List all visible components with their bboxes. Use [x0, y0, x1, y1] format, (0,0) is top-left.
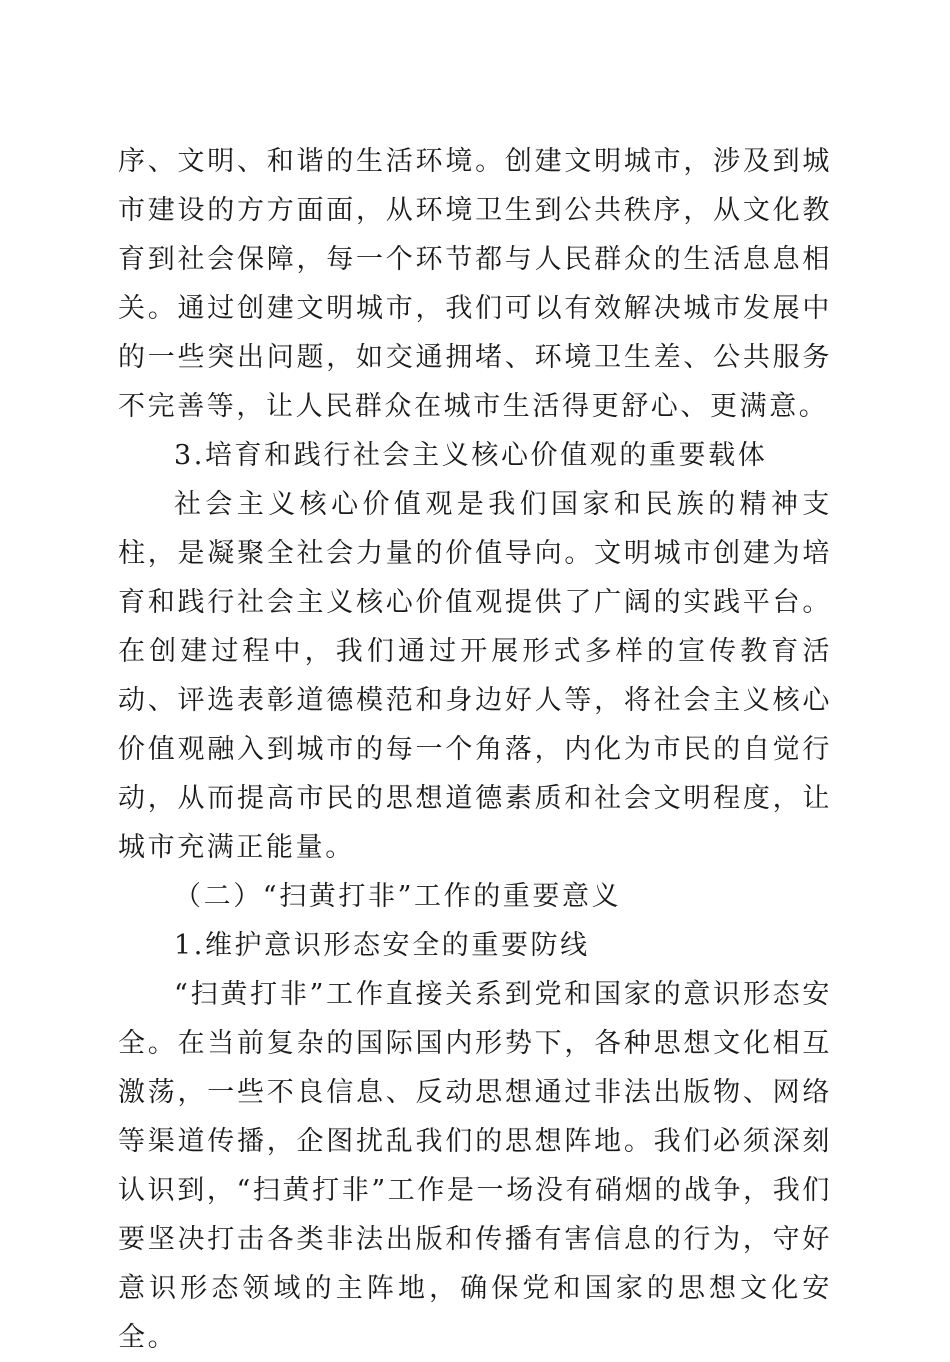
paragraph-continuation: 序、文明、和谐的生活环境。创建文明城市，涉及到城市建设的方方面面，从环境卫生到公共秩序，从文化教育到社会保障，每一个环节都与人民群众的生活息息相关。通过创建文明城市，我们可以有效解决城市发展中的一些突出问题，如交通拥堵、环境卫生差、公共服务不完善等，让人民群众在城市生活得更舒心、更满意。 — [118, 146, 832, 422]
subheading-3: 3.培育和践行社会主义核心价值观的重要载体 — [174, 440, 768, 471]
paragraph-ideology-security: “扫黄打非”工作直接关系到党和国家的意识形态安全。在当前复杂的国际国内形势下，各种思想文化相互激荡，一些不良信息、反动思想通过非法出版物、网络等渠道传播，企图扰乱我们的思想阵地。我们必须深刻认识到，“扫黄打非”工作是一场没有硝烟的战争，我们要坚决打击各类非法出版和传播有害信息的行为，守好意识形态领域的主阵地，确保党和国家的思想文化安全。 — [118, 979, 832, 1353]
subheading-1: 1.维护意识形态安全的重要防线 — [174, 930, 590, 961]
document-body — [118, 137, 832, 1362]
paragraph-core-values: 社会主义核心价值观是我们国家和民族的精神支柱，是凝聚全社会力量的价值导向。文明城市创建为培育和践行社会主义核心价值观提供了广阔的实践平台。在创建过程中，我们通过开展形式多样的宣传教育活动、评选表彰道德模范和身边好人等，将社会主义核心价值观融入到城市的每一个角落，内化为市民的自觉行动，从而提高市民的思想道德素质和社会文明程度，让城市充满正能量。 — [118, 489, 832, 863]
section-heading-2: （二）“扫黄打非”工作的重要意义 — [174, 881, 622, 912]
